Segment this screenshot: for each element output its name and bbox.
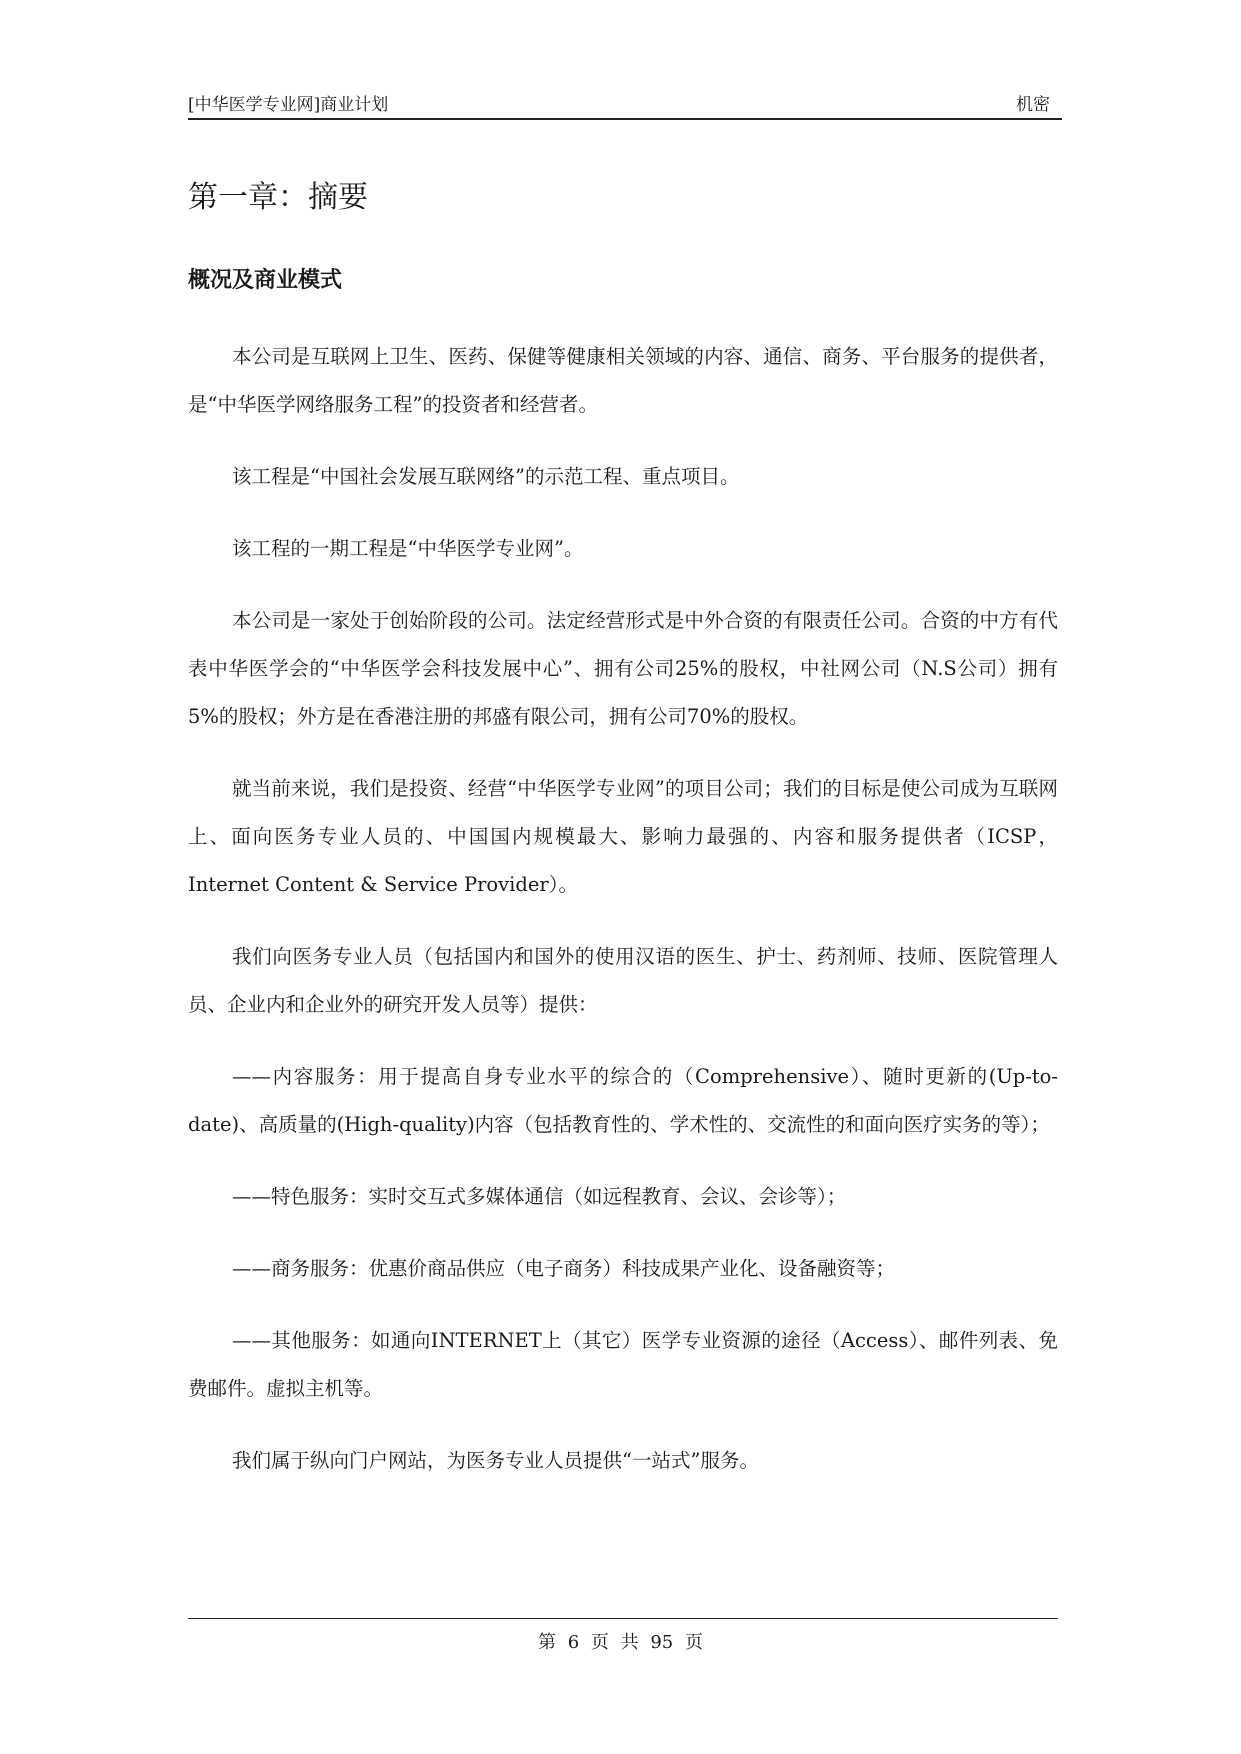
paragraph: 我们向医务专业人员（包括国内和国外的使用汉语的医生、护士、药剂师、技师、医院管理人员、企业内和企业外的研究开发人员等）提供：	[188, 945, 1058, 1016]
page-header	[188, 88, 1062, 120]
paragraph: 我们属于纵向门户网站，为医务专业人员提供“一站式”服务。	[232, 1449, 759, 1472]
chapter-title: 第一章：摘要	[188, 180, 368, 215]
list-item-content-service: ——内容服务：用于提高自身专业水平的综合的（Comprehensive）、随时更新的(Up-to-date)、高质量的(High-quality)内容（包括教育性的、学术性的、交流性的和面向医疗实务的等）；	[188, 1065, 1058, 1136]
header-confidential-label: 机密	[1016, 95, 1050, 115]
body-text	[188, 333, 1058, 1509]
paragraph: 该工程的一期工程是“中华医学专业网”。	[232, 537, 584, 560]
section-title: 概况及商业模式	[188, 268, 343, 293]
header-document-title: [中华医学专业网]商业计划	[188, 95, 389, 115]
paragraph: 就当前来说，我们是投资、经营“中华医学专业网”的项目公司；我们的目标是使公司成为互联网上、面向医务专业人员的、中国国内规模最大、影响力最强的、内容和服务提供者（ICSP，Internet Content & Service Provider）。	[188, 777, 1058, 896]
list-item-feature-service: ——特色服务：实时交互式多媒体通信（如远程教育、会议、会诊等）；	[232, 1185, 847, 1208]
paragraph: 本公司是互联网上卫生、医药、保健等健康相关领域的内容、通信、商务、平台服务的提供者，是“中华医学网络服务工程”的投资者和经营者。	[188, 345, 1058, 416]
list-item-commerce-service: ——商务服务：优惠价商品供应（电子商务）科技成果产业化、设备融资等；	[232, 1257, 896, 1280]
paragraph: 本公司是一家处于创始阶段的公司。法定经营形式是中外合资的有限责任公司。合资的中方有代表中华医学会的“中华医学会科技发展中心”、拥有公司25%的股权，中社网公司（N.S公司）拥有5%的股权；外方是在香港注册的邦盛有限公司，拥有公司70%的股权。	[188, 609, 1058, 728]
paragraph: 该工程是“中国社会发展互联网络”的示范工程、重点项目。	[232, 465, 740, 488]
page-number: 第 6 页 共 95 页	[538, 1632, 703, 1653]
list-item-other-service: ——其他服务：如通向INTERNET上（其它）医学专业资源的途径（Access）、邮件列表、免费邮件。虚拟主机等。	[188, 1329, 1058, 1400]
footer-divider	[188, 1618, 1058, 1619]
